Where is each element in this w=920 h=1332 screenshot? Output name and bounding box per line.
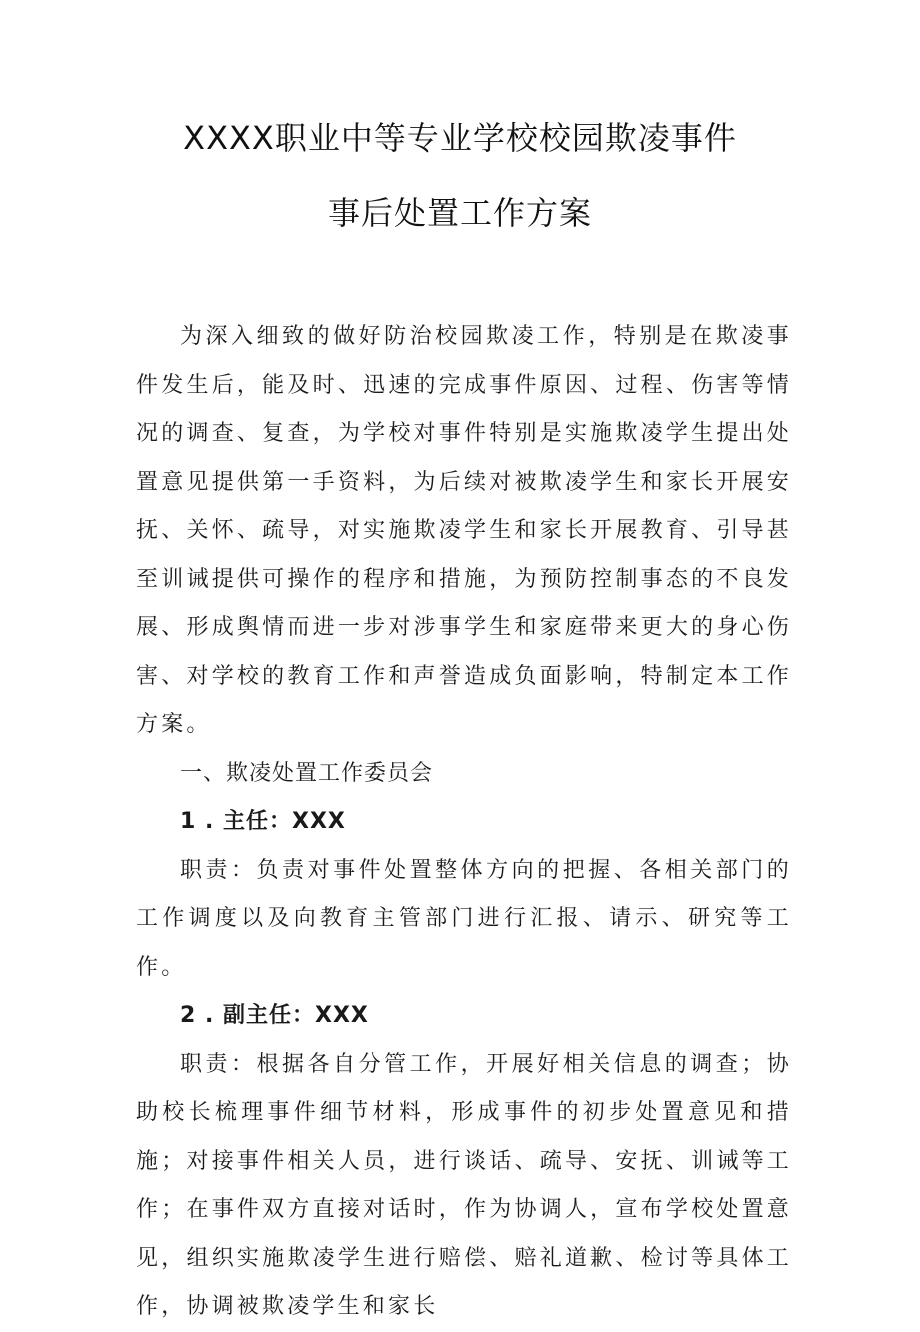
document-title-line-1: XXXX职业中等专业学校校园欺凌事件 [183,119,737,157]
document-body [136,313,792,1332]
intro-paragraph: 为深入细致的做好防治校园欺凌工作，特别是在欺凌事件发生后，能及时、迅速的完成事件原因、过程、伤害等情况的调查、复查，为学校对事件特别是实施欺凌学生提出处置意见提供第一手资料，为后续对被欺凌学生和家长开展安抚、关怀、疏导，对实施欺凌学生和家长开展教育、引导甚至训诫提供可操作的程序和措施，为预防控制事态的不良发展、形成舆情而进一步对涉事学生和家庭带来更大的身心伤害、对学校的教育工作和声誉造成负面影响，特制定本工作方案。 [136,324,792,737]
director-duty-paragraph: 职责：负责对事件处置整体方向的把握、各相关部门的工作调度以及向教育主管部门进行汇报、请示、研究等工作。 [136,857,792,980]
deputy-director-duty-paragraph: 职责：根据各自分管工作，开展好相关信息的调查；协助校长梳理事件细节材料，形成事件的初步处置意见和措施；对接事件相关人员，进行谈话、疏导、安抚、训诫等工作；在事件双方直接对话时，作为协调人，宣布学校处置意见，组织实施欺凌学生进行赔偿、赔礼道歉、检讨等具体工作，协调被欺凌学生和家长 [136,1051,792,1319]
section-heading-committee: 一、欺凌处置工作委员会 [180,760,434,786]
document-title-line-2: 事后处置工作方案 [327,194,592,232]
item-heading-director: 1 . 主任：XXX [180,809,346,834]
item-heading-deputy-director: 2 . 副主任：XXX [180,1003,369,1028]
